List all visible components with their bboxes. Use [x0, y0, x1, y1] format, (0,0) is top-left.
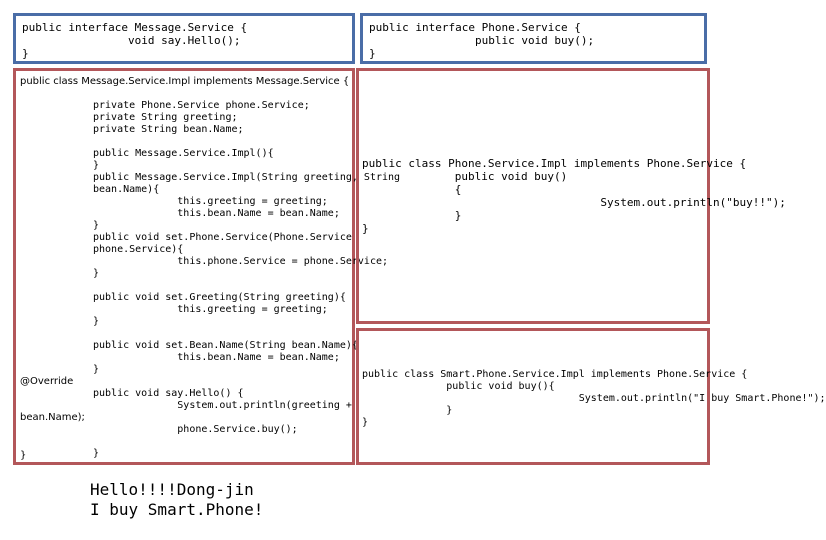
- code-line: public class Smart.Phone.Service.Impl implements Phone.Service {: [362, 369, 748, 380]
- code-line: public Message.Service.Impl(String greeting, String: [93, 172, 401, 183]
- code-line: this.phone.Service = phone.Service;: [93, 256, 389, 267]
- code-line: this.bean.Name = bean.Name;: [93, 208, 340, 219]
- code-line: private Phone.Service phone.Service;: [93, 100, 310, 111]
- code-line: public interface Message.Service {: [22, 21, 248, 34]
- code-line: }: [93, 316, 100, 327]
- smart-phone-service-impl-code: [362, 369, 826, 429]
- console-output: [90, 480, 263, 520]
- code-line: System.out.println("buy!!");: [362, 196, 786, 209]
- code-line: this.greeting = greeting;: [93, 196, 328, 207]
- output-line: I buy Smart.Phone!: [90, 500, 264, 519]
- code-line: public void set.Bean.Name(String bean.Name){: [93, 340, 358, 351]
- phone-service-impl-code: [362, 157, 786, 235]
- message-service-impl-body: [93, 148, 400, 460]
- phone-service-impl-box: [356, 68, 786, 324]
- code-line: public class Phone.Service.Impl implements Phone.Service {: [362, 157, 747, 170]
- code-line: phone.Service){: [93, 244, 184, 255]
- smart-phone-service-impl-box: [356, 328, 826, 465]
- code-line: this.greeting = greeting;: [93, 304, 328, 315]
- code-line: }: [93, 160, 100, 171]
- code-line: public void buy();: [369, 34, 595, 47]
- code-line: private String greeting;: [93, 112, 238, 123]
- message-service-interface-box: [13, 13, 355, 64]
- println-continuation: bean.Name);: [20, 412, 85, 423]
- override-annotation: @Override: [20, 376, 74, 387]
- code-line: }: [93, 448, 100, 459]
- code-line: public void buy(): [362, 170, 568, 183]
- message-service-impl-fields: [93, 100, 310, 136]
- code-line: }: [22, 47, 29, 60]
- code-line: public void say.Hello() {: [93, 388, 244, 399]
- code-line: }: [362, 209, 462, 222]
- code-line: }: [369, 47, 376, 60]
- class-closing-brace: }: [20, 450, 27, 461]
- code-line: System.out.println(greeting +: [93, 400, 352, 411]
- code-line: private String bean.Name;: [93, 124, 244, 135]
- output-line: Hello!!!!Dong-jin: [90, 480, 254, 499]
- code-line: {: [362, 183, 462, 196]
- code-line: }: [93, 220, 100, 231]
- code-line: public void set.Greeting(String greeting){: [93, 292, 346, 303]
- code-line: this.bean.Name = bean.Name;: [93, 352, 340, 363]
- code-line: System.out.println("I buy Smart.Phone!");: [362, 393, 826, 404]
- code-line: }: [362, 417, 369, 428]
- phone-service-interface-code: [369, 21, 594, 60]
- code-line: }: [362, 222, 369, 235]
- message-service-interface-code: [22, 21, 247, 60]
- code-line: }: [93, 364, 100, 375]
- code-line: bean.Name){: [93, 184, 160, 195]
- code-line: void say.Hello();: [22, 34, 241, 47]
- code-line: public void buy(){: [362, 381, 555, 392]
- code-line: public void set.Phone.Service(Phone.Service: [93, 232, 352, 243]
- code-line: public Message.Service.Impl(){: [93, 148, 274, 159]
- message-service-impl-header: public class Message.Service.Impl implements Message.Service {: [20, 76, 350, 87]
- code-line: }: [362, 405, 453, 416]
- code-line: phone.Service.buy();: [93, 424, 298, 435]
- code-line: }: [93, 268, 100, 279]
- phone-service-interface-box: [360, 13, 707, 64]
- code-line: public interface Phone.Service {: [369, 21, 581, 34]
